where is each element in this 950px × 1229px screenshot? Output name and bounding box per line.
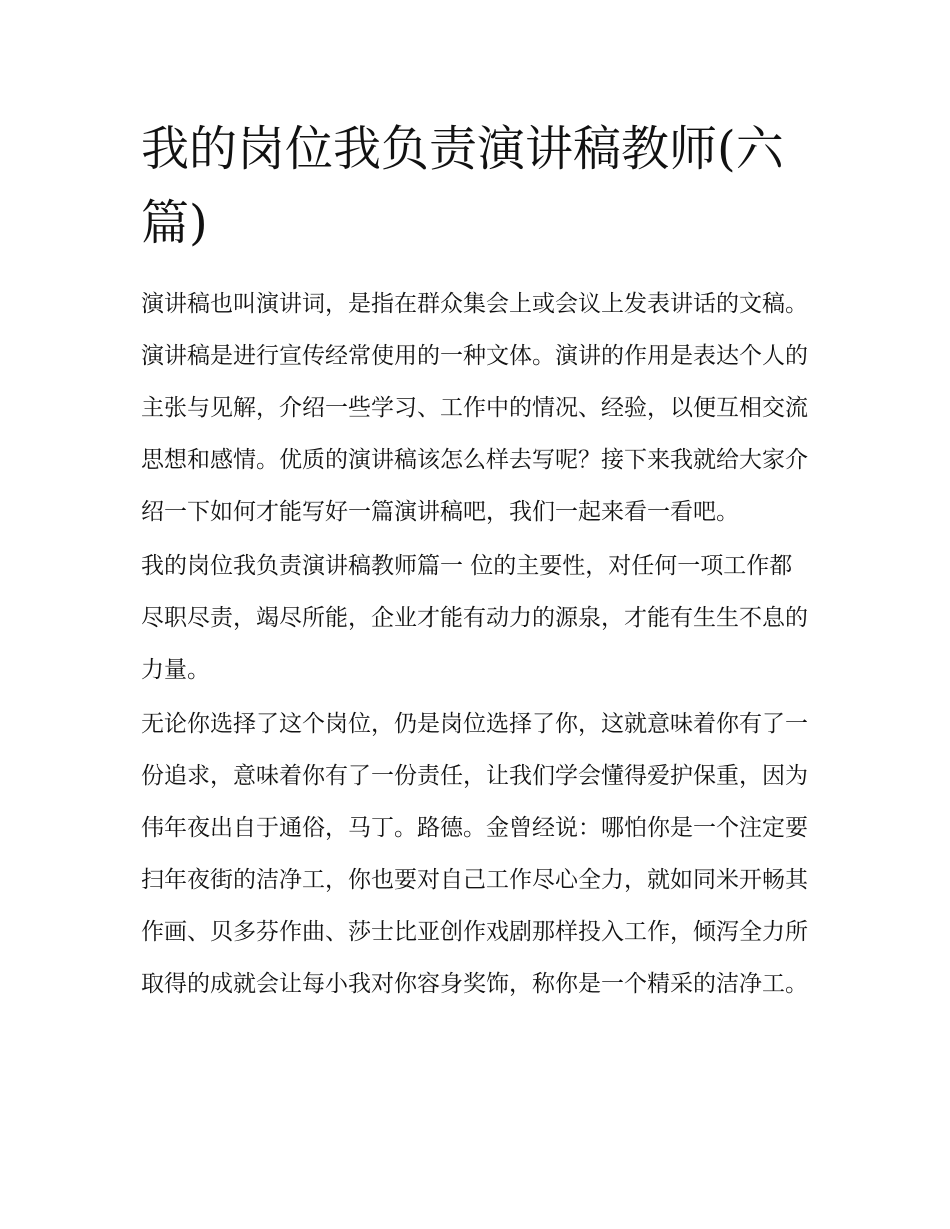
paragraph-body: 无论你选择了这个岗位，仍是岗位选择了你，这就意味着你有了一份追求，意味着你有了一份责任，让我们学会懂得爱护保重，因为伟年夜出自于通俗，马丁。路德。金曾经说：哪怕你是一个注定要扫年夜街的洁净工，你也要对自己工作尽心全力，就如同米开畅其作画、贝多芬作曲、莎士比亚创作戏剧那样投入工作，倾泻全力所取得的成就会让每小我对你容身奖饰，称你是一个精采的洁净工。 [141, 711, 808, 997]
paragraph-part-one: 我的岗位我负责演讲稿教师篇一 位的主要性，对任何一项工作都尽职尽责，竭尽所能，企业才能有动力的源泉，才能有生生不息的力量。 [141, 553, 808, 683]
document-content [141, 112, 813, 1012]
document-title: 我的岗位我负责演讲稿教师(六篇) [141, 121, 784, 251]
paragraph-intro: 演讲稿也叫演讲词，是指在群众集会上或会议上发表讲话的文稿。演讲稿是进行宣传经常使用的一种文体。演讲的作用是表达个人的主张与见解，介绍一些学习、工作中的情况、经验，以便互相交流思想和感情。优质的演讲稿该怎么样去写呢？接下来我就给大家介绍一下如何才能写好一篇演讲稿吧，我们一起来看一看吧。 [141, 291, 808, 525]
